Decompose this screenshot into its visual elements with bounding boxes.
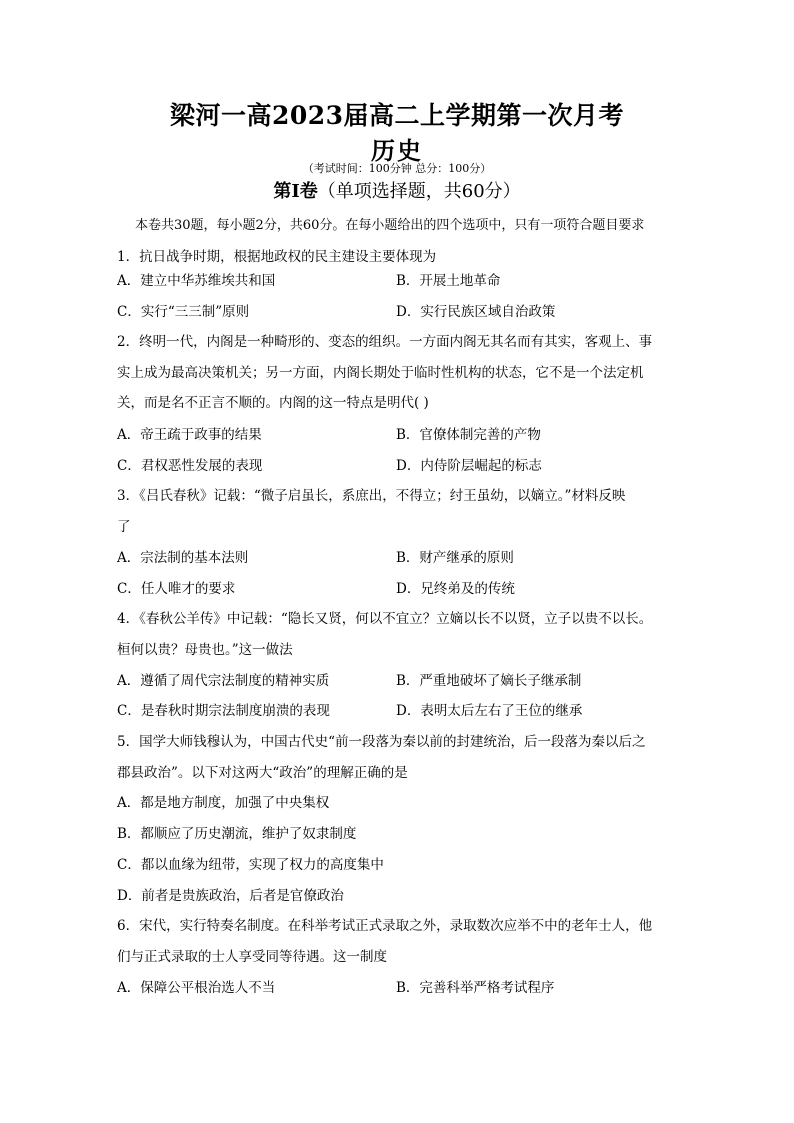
option-a: A．保障公平根治选人不当	[117, 980, 276, 996]
question-stem-line: 关，而是名不正言不顺的。内阁的这一特点是明代( )	[117, 395, 429, 411]
question-stem-line: 4．《春秋公羊传》中记载：“隐长又贤，何以不宜立？立嫡以长不以贤，立子以贵不以长。	[117, 611, 653, 627]
option-a: A．都是地方制度，加强了中央集权	[117, 795, 330, 811]
option-c: C．君权恶性发展的表现	[117, 458, 263, 474]
option-b: B．财产继承的原则	[396, 550, 514, 566]
question-stem-line: 2．终明一代，内阁是一种畸形的、变态的组织。一方面内阁无其名而有其实，客观上、事	[117, 334, 653, 350]
option-d: D．实行民族区域自治政策	[396, 304, 556, 320]
question-stem-line: 1．抗日战争时期，根据地政权的民主建设主要体现为	[117, 249, 437, 265]
option-a: A．建立中华苏维埃共和国	[117, 273, 276, 289]
question-stem-line: 了	[117, 519, 131, 535]
question-stem-line: 5．国学大师钱穆认为，中国古代史“前一段落为秦以前的封建统治，后一段落为秦以后之	[117, 734, 646, 750]
option-c: C．实行“三三制”原则	[117, 304, 250, 320]
question-stem-line: 实上成为最高决策机关；另一方面，内阁长期处于临时性机构的状态，它不是一个法定机	[117, 365, 644, 381]
option-c: C．任人唯才的要求	[117, 581, 236, 597]
option-d: D．表明太后左右了王位的继承	[396, 703, 583, 719]
option-b: B．开展土地革命	[396, 273, 501, 289]
subject-title: 历史	[371, 136, 423, 165]
instructions: 本卷共30题，每小题2分，共60分。在每小题给出的四个选项中，只有一项符合题目要求	[135, 218, 645, 233]
option-b: B．都顺应了历史潮流，维护了奴隶制度	[117, 826, 357, 842]
option-b: B．严重地破坏了嫡长子继承制	[396, 673, 582, 689]
option-d: D．前者是贵族政治，后者是官僚政治	[117, 888, 344, 904]
question-stem-line: 们与正式录取的士人享受同等待遇。这一制度	[117, 949, 387, 965]
exam-title: 梁河一高2023届高二上学期第一次月考	[169, 101, 625, 130]
option-b: B．官僚体制完善的产物	[396, 427, 541, 443]
exam-info: （考试时间：100分钟 总分：100分）	[302, 162, 492, 175]
section-heading-rest: （单项选择题，共60分）	[317, 181, 521, 202]
question-stem-line: 3．《吕氏春秋》记载：“微子启虽长，系庶出，不得立；纣王虽幼，以嫡立。”材料反映	[117, 488, 626, 504]
option-a: A．帝王疏于政事的结果	[117, 427, 262, 443]
option-a: A．遵循了周代宗法制度的精神实质	[117, 673, 330, 689]
option-d: D．兄终弟及的传统	[396, 581, 515, 597]
option-b: B．完善科举严格考试程序	[396, 980, 555, 996]
question-stem-line: 桓何以贵？母贵也。”这一做法	[117, 642, 293, 658]
option-c: C．是春秋时期宗法制度崩溃的表现	[117, 703, 330, 719]
option-a: A．宗法制的基本法则	[117, 550, 249, 566]
question-stem-line: 郡县政治”。以下对这两大“政治”的理解正确的是	[117, 765, 408, 781]
question-stem-line: 6．宋代，实行特奏名制度。在科举考试正式录取之外，录取数次应举不中的老年士人，他	[117, 918, 653, 934]
section-heading	[0, 177, 794, 203]
section-heading-bold: 第Ⅰ卷	[273, 181, 318, 202]
option-d: D．内侍阶层崛起的标志	[396, 458, 542, 474]
option-c: C．都以血缘为纽带，实现了权力的高度集中	[117, 857, 384, 873]
